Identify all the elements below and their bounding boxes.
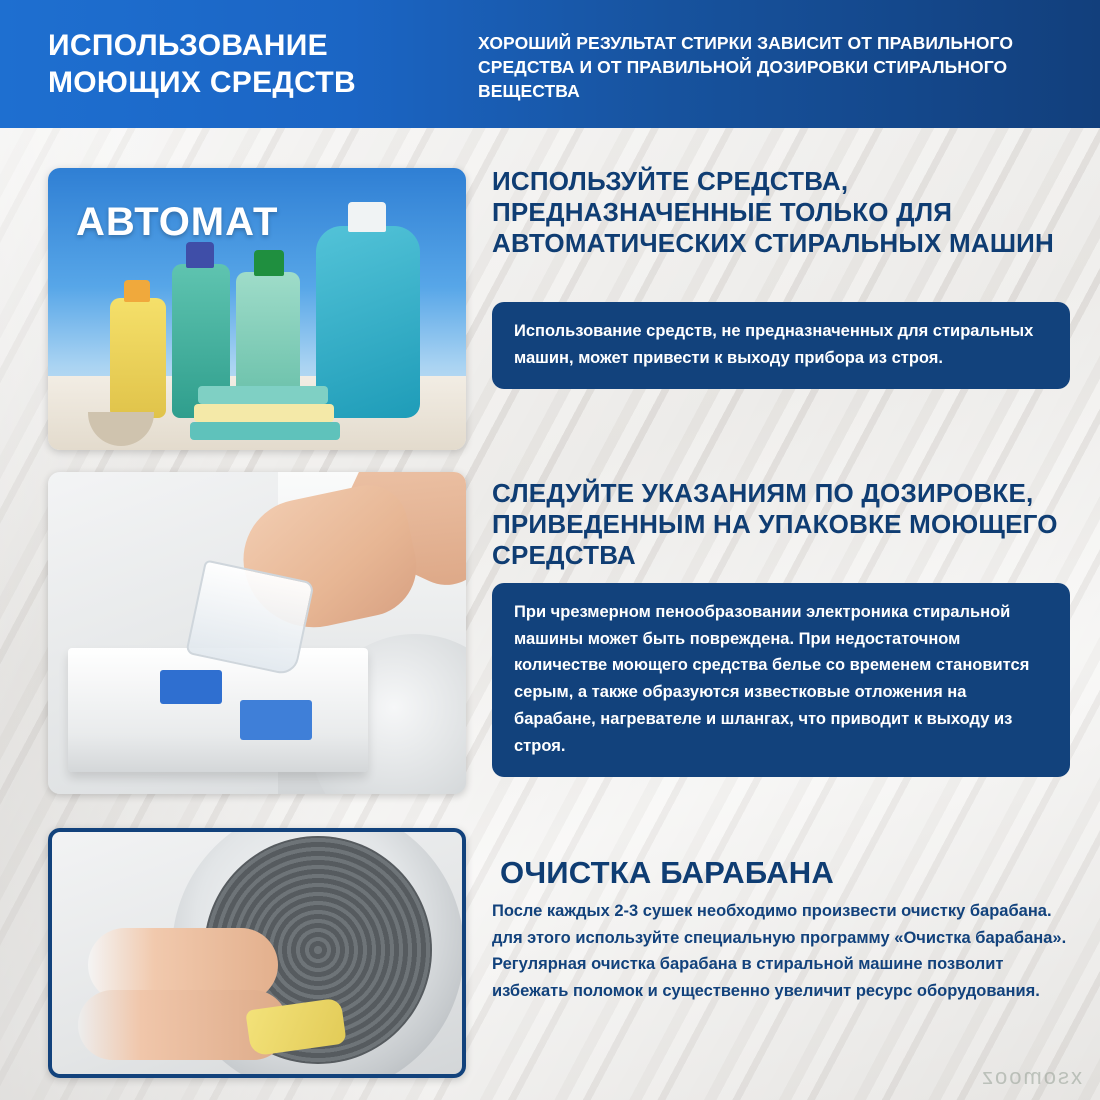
photo-caption-automat: АВТОМАТ — [76, 200, 279, 244]
bottle-cap-blue — [186, 242, 214, 268]
bottle-cap-orange — [124, 280, 150, 302]
section-3-note: После каждых 2-3 сушек необходимо произвести очистку барабана. для этого используйте специальную программу «Очистка барабана». Регулярная очистка барабана в стиральной машине позволит избежать поломок и существенно увеличит ресурс оборудования. — [492, 902, 1067, 1001]
towel-green — [190, 422, 340, 440]
towel-teal — [198, 386, 328, 404]
drawer-slot-a — [160, 670, 222, 704]
section-2-heading: СЛЕДУЙТЕ УКАЗАНИЯМ ПО ДОЗИРОВКЕ, ПРИВЕДЕННЫМ НА УПАКОВКЕ МОЮЩЕГО СРЕДСТВА — [492, 478, 1058, 571]
bottle-cap-green — [254, 250, 284, 276]
page-title: ИСПОЛЬЗОВАНИЕ МОЮЩИХ СРЕДСТВ — [48, 29, 356, 99]
watermark: xsomooz — [979, 1064, 1082, 1089]
section-1-heading: ИСПОЛЬЗУЙТЕ СРЕДСТВА, ПРЕДНАЗНАЧЕННЫЕ ТОЛЬКО ДЛЯ АВТОМАТИЧЕСКИХ СТИРАЛЬНЫХ МАШИН — [492, 166, 1055, 259]
header-banner — [0, 0, 1100, 128]
bottle-cap-white — [348, 202, 386, 232]
section-3-heading: ОЧИСТКА БАРАБАНА — [500, 855, 834, 890]
drum-cleaning-photo — [48, 828, 466, 1078]
detergent-drawer — [68, 648, 368, 772]
detergent-bottles-photo — [48, 168, 466, 450]
header-subtitle: ХОРОШИЙ РЕЗУЛЬТАТ СТИРКИ ЗАВИСИТ ОТ ПРАВИЛЬНОГО СРЕДСТВА И ОТ ПРАВИЛЬНОЙ ДОЗИРОВКИ СТИРАЛЬНОГО ВЕЩЕСТВА — [478, 33, 1014, 102]
detergent-drawer-photo — [48, 472, 466, 794]
drawer-slot-b — [240, 700, 312, 740]
towel-cream — [194, 404, 334, 422]
bottle-yellow — [110, 298, 166, 418]
bottle-large-cyan — [316, 226, 420, 418]
section-2-note: При чрезмерном пенообразовании электроника стиральной машины может быть повреждена. При недостаточном количестве моющего средства белье со временем становится серым, а также образуются известковые отложения на барабане, нагревателе и шлангах, что приводит к выходу из строя. — [492, 583, 1070, 777]
section-1-note: Использование средств, не предназначенных для стиральных машин, может привести к выходу прибора из строя. — [492, 302, 1070, 389]
